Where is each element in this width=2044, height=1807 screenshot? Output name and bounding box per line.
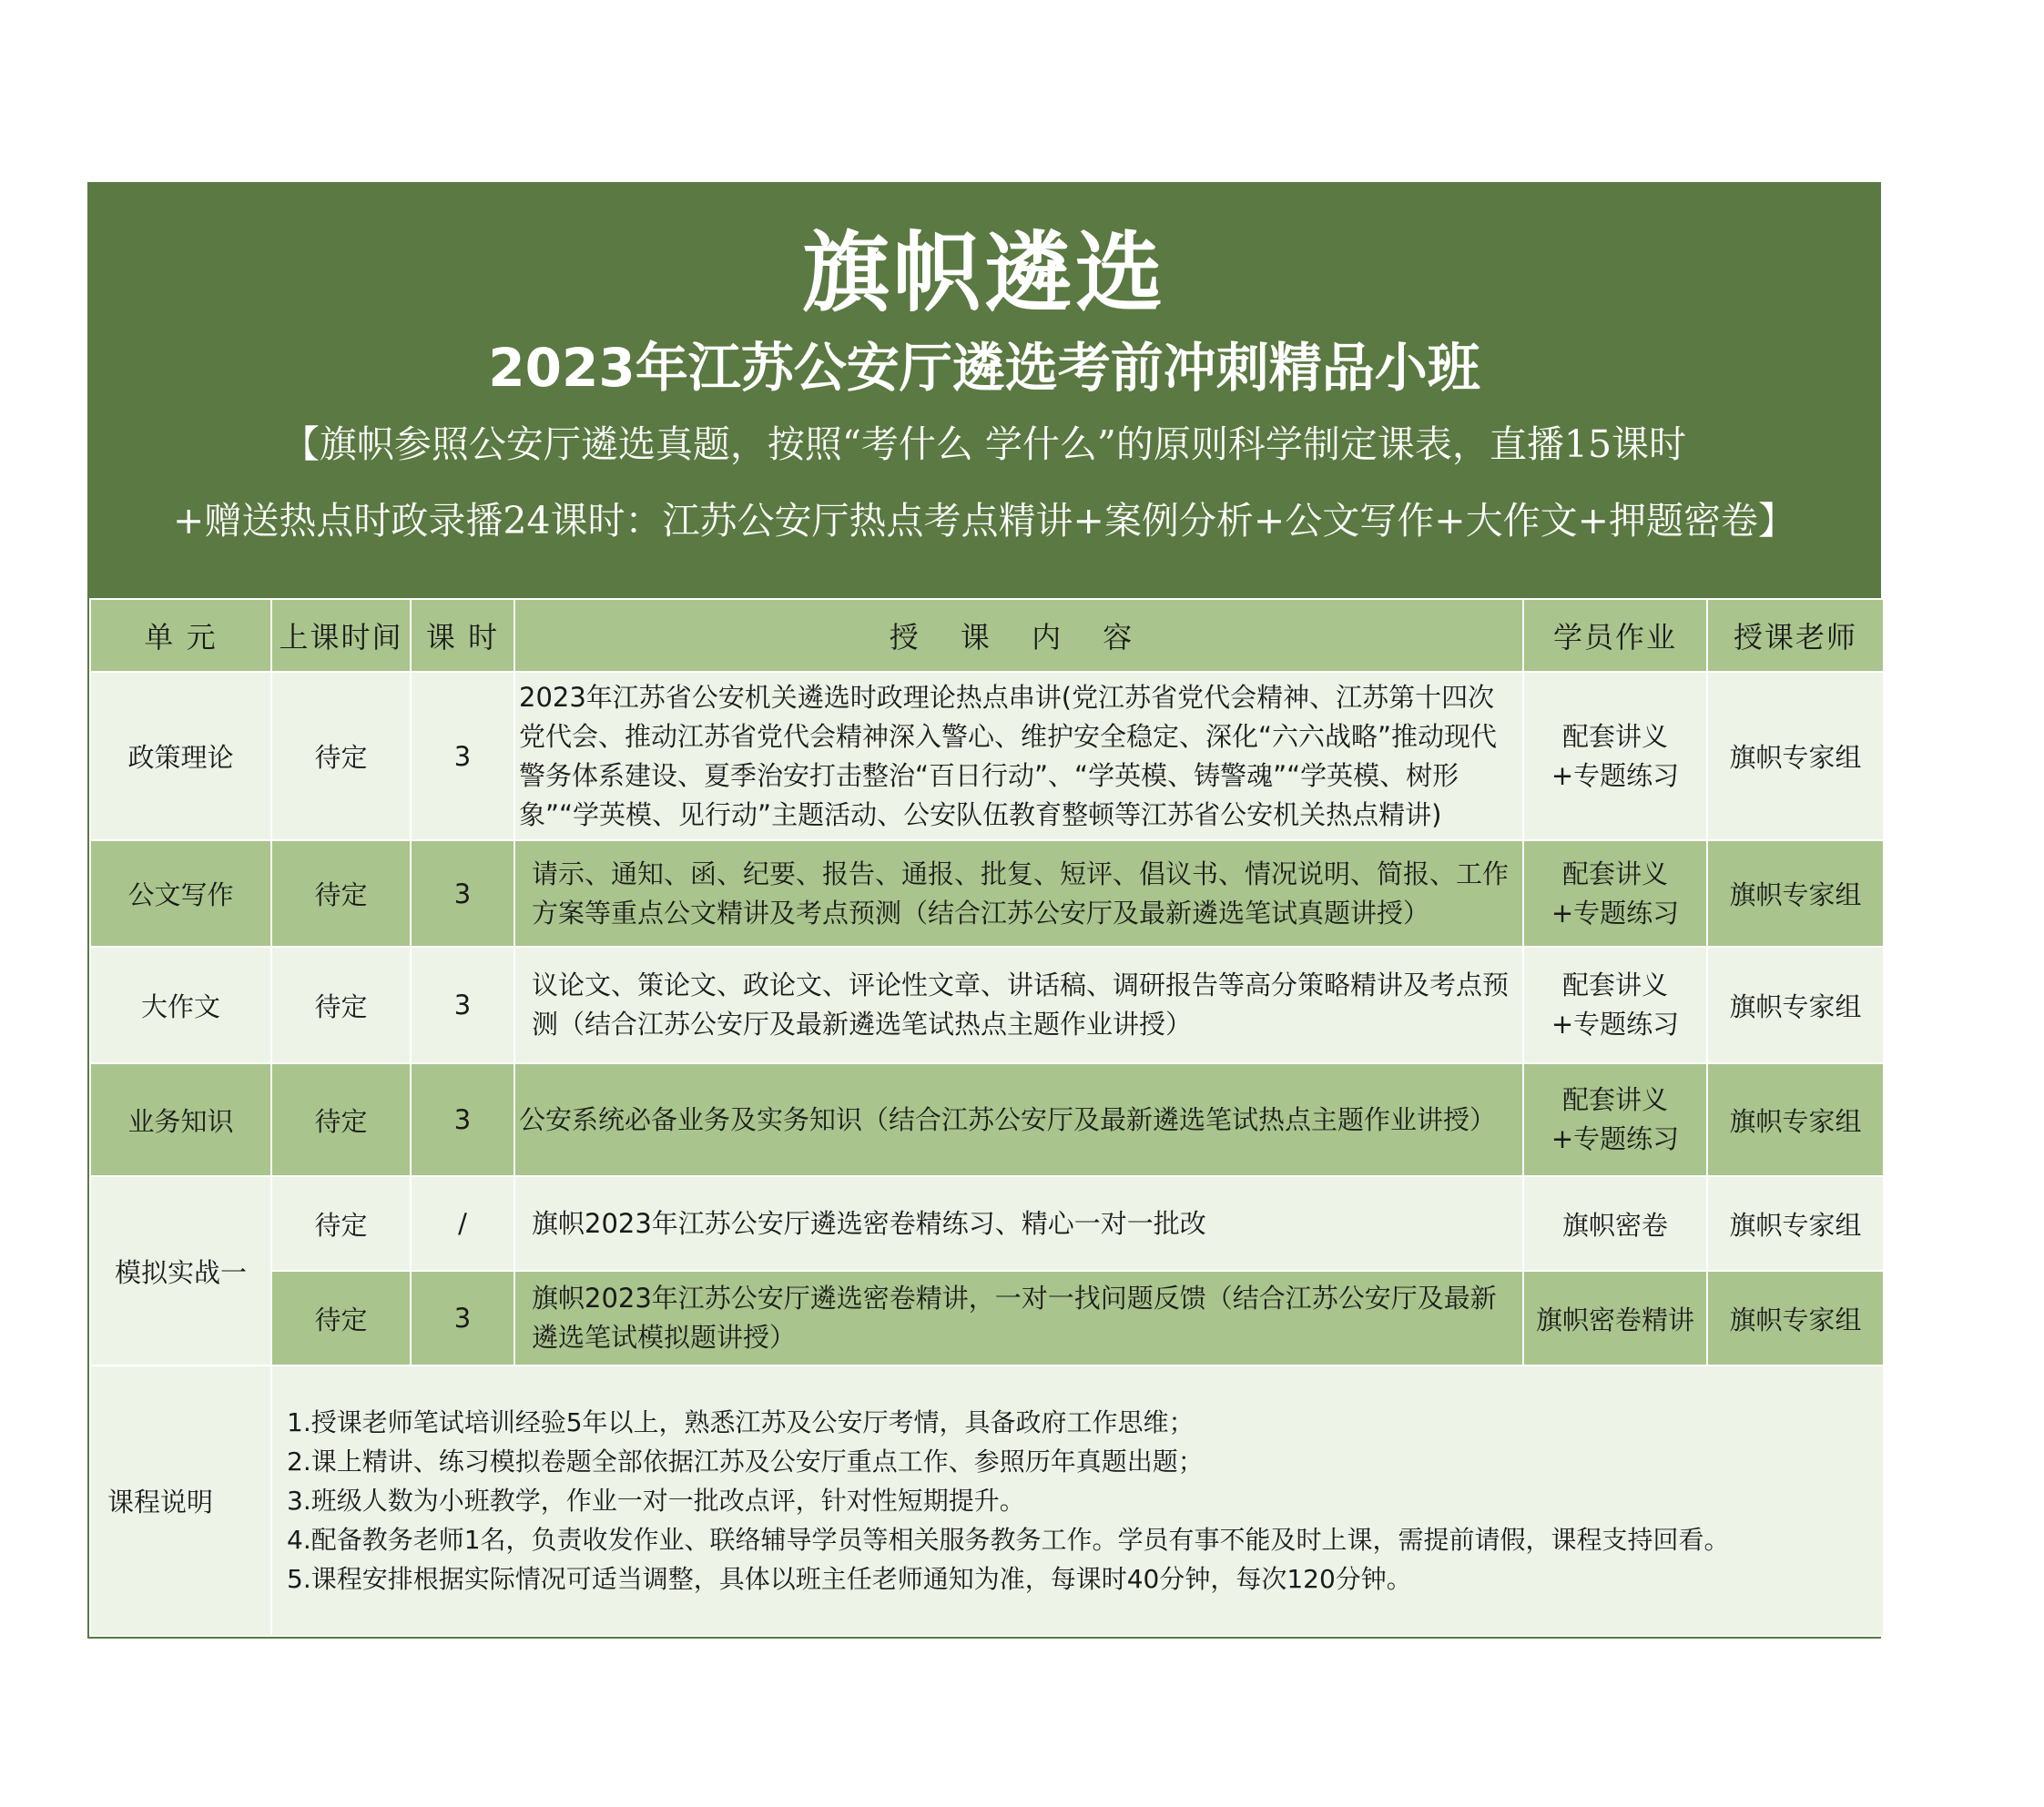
cell-teacher: 旗帜专家组 xyxy=(1707,947,1884,1063)
table-header-row xyxy=(90,599,1884,672)
cell-homework: 配套讲义+专题练习 xyxy=(1523,840,1707,947)
notes-list xyxy=(271,1365,1884,1636)
header-hours: 课 时 xyxy=(411,599,514,672)
header-content: 授 课 内 容 xyxy=(514,599,1523,672)
schedule-table xyxy=(89,598,1885,1637)
cell-content: 旗帜2023年江苏公安厅遴选密卷精讲，一对一找问题反馈（结合江苏公安厅及最新遴选笔试模拟题讲授） xyxy=(514,1271,1523,1365)
header-teacher: 授课老师 xyxy=(1707,599,1884,672)
cell-homework: 旗帜密卷 xyxy=(1523,1176,1707,1271)
cell-teacher: 旗帜专家组 xyxy=(1707,840,1884,947)
cell-time: 待定 xyxy=(271,1063,411,1176)
note-item: 3.班级人数为小班教学，作业一对一批改点评，针对性短期提升。 xyxy=(287,1486,1025,1516)
cell-homework: 旗帜密卷精讲 xyxy=(1523,1271,1707,1365)
cell-hours: 3 xyxy=(411,672,514,840)
cell-time: 待定 xyxy=(271,947,411,1063)
notes-row xyxy=(90,1365,1884,1636)
cell-time: 待定 xyxy=(271,1176,411,1271)
table-row xyxy=(90,1271,1884,1365)
cell-unit: 公文写作 xyxy=(90,840,271,947)
course-description-line-1: 【旗帜参照公安厅遴选真题，按照“考什么 学什么”的原则科学制定课表，直播15课时 xyxy=(281,422,1687,466)
table-row xyxy=(90,840,1884,947)
course-title: 2023年江苏公安厅遴选考前冲刺精品小班 xyxy=(488,337,1480,399)
table-row xyxy=(90,947,1884,1063)
cell-hours: 3 xyxy=(411,840,514,947)
cell-teacher: 旗帜专家组 xyxy=(1707,672,1884,840)
header-homework: 学员作业 xyxy=(1523,599,1707,672)
note-item: 5.课程安排根据实际情况可适当调整，具体以班主任老师通知为准，每课时40分钟，每次120分钟。 xyxy=(287,1564,1412,1594)
cell-unit: 政策理论 xyxy=(90,672,271,840)
cell-content: 请示、通知、函、纪要、报告、通报、批复、短评、倡议书、情况说明、简报、工作方案等重点公文精讲及考点预测（结合江苏公安厅及最新遴选笔试真题讲授） xyxy=(514,840,1523,947)
cell-hours: / xyxy=(411,1176,514,1271)
note-item: 2.课上精讲、练习模拟卷题全部依据江苏及公安厅重点工作、参照历年真题出题； xyxy=(287,1447,1204,1477)
cell-content: 公安系统必备业务及实务知识（结合江苏公安厅及最新遴选笔试热点主题作业讲授） xyxy=(514,1063,1523,1176)
cell-unit: 大作文 xyxy=(90,947,271,1063)
cell-time: 待定 xyxy=(271,840,411,947)
cell-time: 待定 xyxy=(271,672,411,840)
cell-content: 议论文、策论文、政论文、评论性文章、讲话稿、调研报告等高分策略精讲及考点预测（结合江苏公安厅及最新遴选笔试热点主题作业讲授） xyxy=(514,947,1523,1063)
cell-teacher: 旗帜专家组 xyxy=(1707,1176,1884,1271)
note-item: 4.配备教务老师1名，负责收发作业、联络辅导学员等相关服务教务工作。学员有事不能及时上课，需提前请假，课程支持回看。 xyxy=(287,1525,1730,1555)
table-row xyxy=(90,1176,1884,1271)
cell-teacher: 旗帜专家组 xyxy=(1707,1063,1884,1176)
cell-time: 待定 xyxy=(271,1271,411,1365)
table-row xyxy=(90,672,1884,840)
course-schedule-document xyxy=(87,182,1881,1639)
cell-homework: 配套讲义+专题练习 xyxy=(1523,947,1707,1063)
cell-unit: 业务知识 xyxy=(90,1063,271,1176)
cell-content: 2023年江苏省公安机关遴选时政理论热点串讲(党江苏省党代会精神、江苏第十四次党代会、推动江苏省党代会精神深入警心、维护安全稳定、深化“六六战略”推动现代警务体系建设、夏季治安打击整治“百日行动”、“学英模、铸警魂”“学英模、树形象”“学英模、见行动”主题活动、公安队伍教育整顿等江苏省公安机关热点精讲) xyxy=(514,672,1523,840)
cell-hours: 3 xyxy=(411,1063,514,1176)
notes-label: 课程说明 xyxy=(90,1365,271,1636)
note-item: 1.授课老师笔试培训经验5年以上，熟悉江苏及公安厅考情，具备政府工作思维； xyxy=(287,1407,1195,1437)
course-description-line-2: +赠送热点时政录播24课时：江苏公安厅热点考点精讲+案例分析+公文写作+大作文+押题密卷】 xyxy=(173,499,1795,543)
cell-homework: 配套讲义+专题练习 xyxy=(1523,1063,1707,1176)
table-row xyxy=(90,1063,1884,1176)
header-unit: 单 元 xyxy=(90,599,271,672)
header-banner xyxy=(89,182,1879,598)
brand-title: 旗帜遴选 xyxy=(802,222,1166,324)
cell-hours: 3 xyxy=(411,1271,514,1365)
cell-hours: 3 xyxy=(411,947,514,1063)
cell-teacher: 旗帜专家组 xyxy=(1707,1271,1884,1365)
cell-homework: 配套讲义+专题练习 xyxy=(1523,672,1707,840)
header-time: 上课时间 xyxy=(271,599,411,672)
cell-content: 旗帜2023年江苏公安厅遴选密卷精练习、精心一对一批改 xyxy=(514,1176,1523,1271)
cell-unit-mock: 模拟实战一 xyxy=(90,1176,271,1365)
